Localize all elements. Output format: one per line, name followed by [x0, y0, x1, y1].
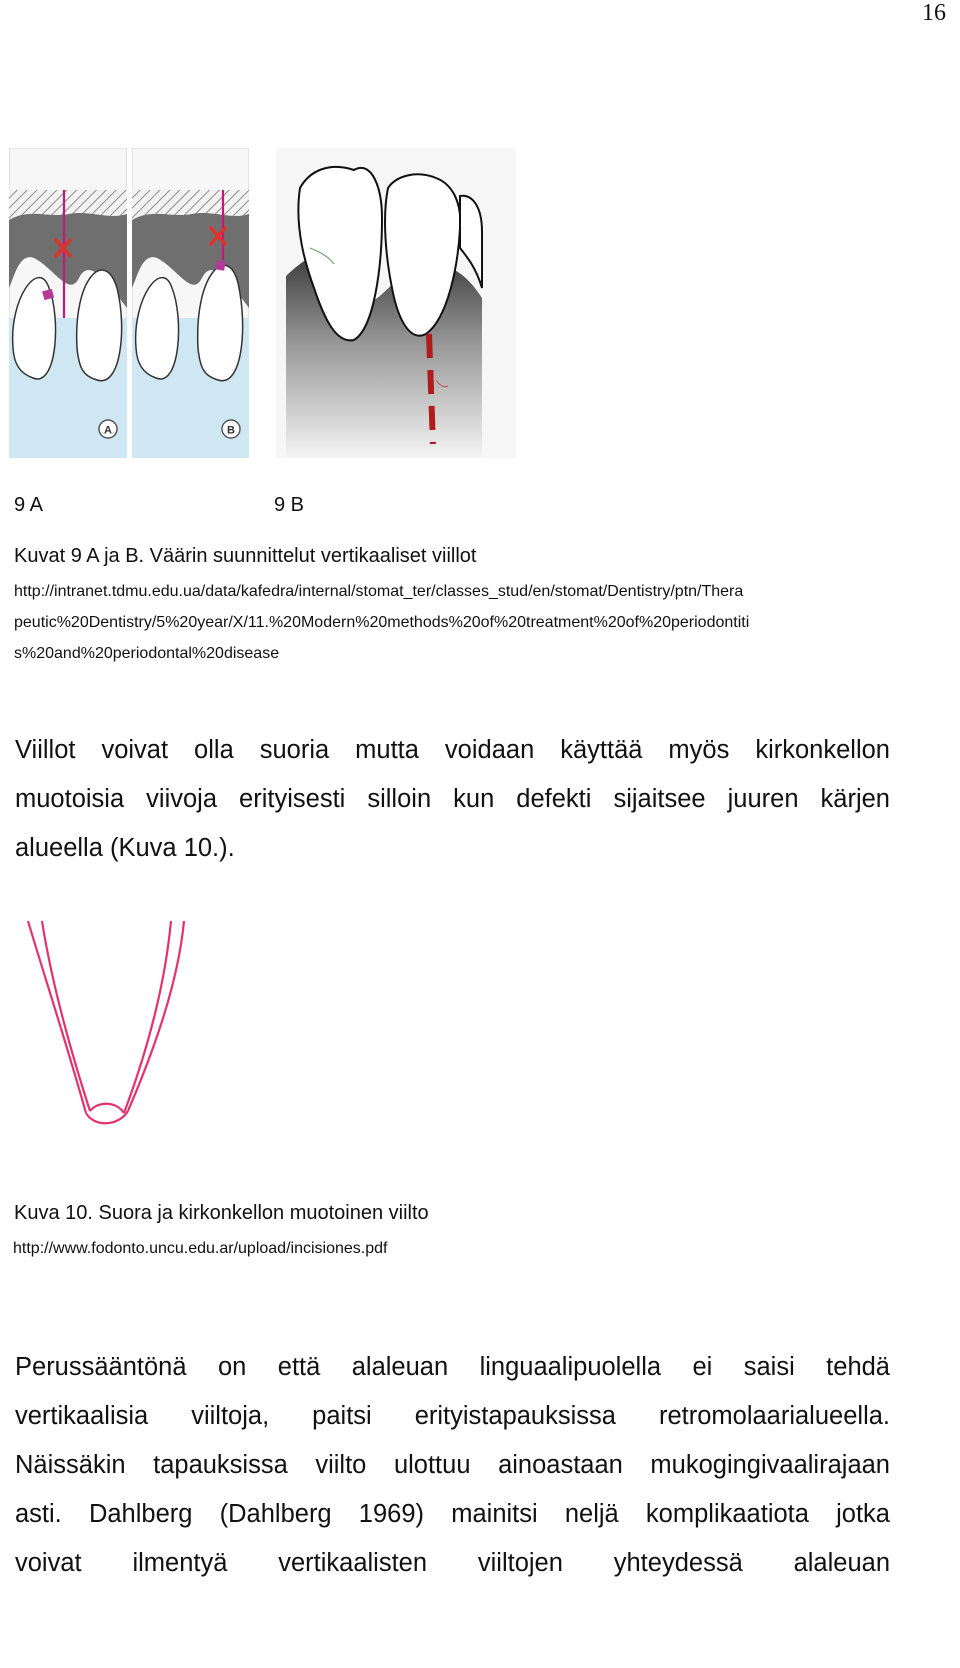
paragraph-line: Viillot voivat olla suoria mutta voidaan käyttää myös kirkonkellon	[15, 736, 890, 764]
page-number: 16	[922, 0, 946, 26]
figure-9a-label: 9 A	[14, 494, 43, 516]
figure-9b-diagram	[132, 148, 249, 458]
figure-9a-diagram	[9, 148, 127, 458]
paragraph-line: Perussääntönä on että alaleuan linguaalipuolella ei saisi tehdä	[15, 1353, 890, 1381]
figure-9-source-url: peutic%20Dentistry/5%20year/X/11.%20Modern%20methods%20of%20treatment%20of%20periodontiti	[14, 614, 750, 631]
body-paragraph	[15, 1343, 890, 1588]
paragraph-line: voivat ilmentyä vertikaalisten viiltojen yhteydessä alaleuan	[15, 1549, 890, 1577]
figure-9-source-url: s%20and%20periodontal%20disease	[14, 645, 280, 662]
paragraph-line: vertikaalisia viiltoja, paitsi erityistapauksissa retromolaarialueella.	[15, 1402, 890, 1430]
figure-9-source-url: http://intranet.tdmu.edu.ua/data/kafedra/internal/stomat_ter/classes_stud/en/stomat/Dentistry/ptn/Thera	[14, 583, 744, 600]
paragraph-line: muotoisia viivoja erityisesti silloin kun defekti sijaitsee juuren kärjen	[15, 785, 890, 813]
panel-b-mark: B	[227, 424, 235, 437]
paragraph-line: Näissäkin tapauksissa viilto ulottuu ainoastaan mukogingivaalirajaan	[15, 1451, 890, 1479]
figure-9-crowns-diagram	[276, 148, 516, 458]
figure-9b-label: 9 B	[274, 494, 305, 516]
paragraph-line: alueella (Kuva 10.).	[15, 834, 235, 862]
figure-10-source-url: http://www.fodonto.uncu.edu.ar/upload/incisiones.pdf	[13, 1240, 388, 1257]
figure-10-caption: Kuva 10. Suora ja kirkonkellon muotoinen viilto	[14, 1202, 429, 1224]
paragraph-line: asti. Dahlberg (Dahlberg 1969) mainitsi neljä komplikaatiota jotka	[15, 1500, 890, 1528]
figure-9-caption: Kuvat 9 A ja B. Väärin suunnittelut vertikaaliset viillot	[14, 545, 477, 567]
panel-a-mark: A	[104, 424, 112, 437]
body-paragraph	[15, 726, 890, 873]
figure-10-incision-diagram	[24, 915, 194, 1130]
